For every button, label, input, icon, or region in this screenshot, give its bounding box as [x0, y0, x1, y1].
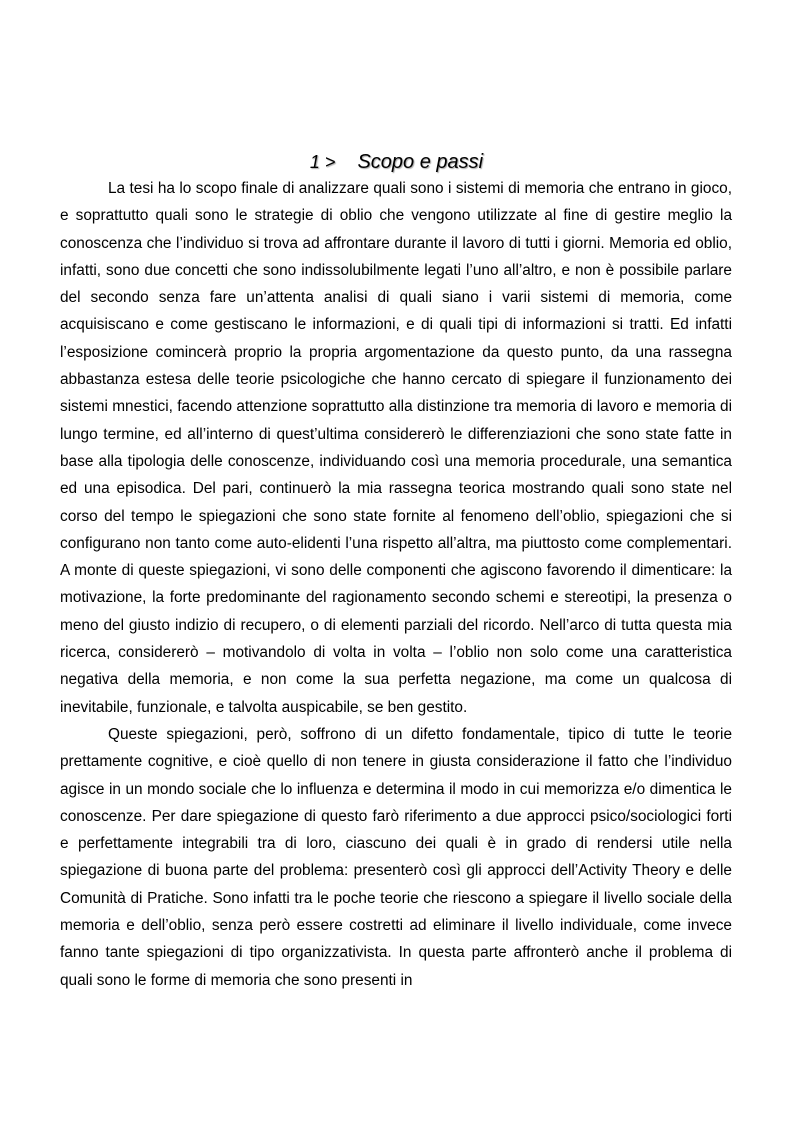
section-title: Scopo e passi: [357, 151, 484, 173]
section-heading: [0, 148, 793, 176]
paragraph-2: Queste spiegazioni, però, soffrono di un difetto fondamentale, tipico di tutte le teorie prettamente cognitive, e cioè quello di non tenere in giusta considerazione il fatto che l’individuo agisce in un mondo sociale che lo influenza e determina il modo in cui memorizza e/o dimentica le conoscenze. Per dare spiegazione di questo farò riferimento a due approcci psico/sociologici forti e perfettamente integrabili tra di loro, ciascuno dei quali è in grado di rendersi utile nella spiegazione di buona parte del problema: presenterò così gli approcci dell’Activity Theory e delle Comunità di Pratiche. Sono infatti tra le poche teorie che riescono a spiegare il livello sociale della memoria e dell’oblio, senza però essere costretti ad eliminare il livello individuale, come invece fanno tante spiegazioni di tipo organizzativista. In questa parte affronterò anche il problema di quali sono le forme di memoria che sono presenti in: [60, 725, 732, 989]
body-text: [60, 175, 732, 994]
paragraph-1: La tesi ha lo scopo finale di analizzare quali sono i sistemi di memoria che entrano in gioco, e soprattutto quali sono le strategie di oblio che vengono utilizzate al fine di gestire meglio la conoscenza che l’individuo si trova ad affrontare durante il lavoro di tutti i giorni. Memoria ed oblio, infatti, sono due concetti che sono indissolubilmente legati l’uno all’altro, e non è possibile parlare del secondo senza fare un’attenta analisi di quali siano i varii sistemi di memoria, come acquisiscano e come gestiscano le informazioni, e di quali tipi di informazioni si tratti. Ed infatti l’esposizione comincerà proprio la propria argomentazione da questo punto, da una rassegna abbastanza estesa delle teorie psicologiche che hanno cercato di spiegare il funzionamento dei sistemi mnestici, facendo attenzione soprattutto alla distinzione tra memoria di lavoro e memoria di lungo termine, ed all’interno di quest’ultima considererò le differenziazioni che sono state fatte in base alla tipologia delle conoscenze, individuando così una memoria procedurale, una semantica ed una episodica. Del pari, continuerò la mia rassegna teorica mostrando quali sono state nel corso del tempo le spiegazioni che sono state fornite al fenomeno dell’oblio, spiegazioni che si configurano non tanto come auto-elidenti l’una rispetto all’altra, ma piuttosto come complementari. A monte di queste spiegazioni, vi sono delle componenti che agiscono favorendo il dimenticare: la motivazione, la forte predominante del ragionamento secondo schemi e stereotipi, la presenza o meno del giusto indizio di recupero, o di elementi parziali del ricordo. Nell’arco di tutta questa mia ricerca, considererò – motivandolo di volta in volta – l’oblio non solo come una caratteristica negativa della memoria, e non come la sua perfetta negazione, ma come un qualcosa di inevitabile, funzionale, e talvolta auspicabile, se ben gestito.: [60, 180, 732, 716]
section-number: 1 >: [309, 152, 336, 172]
